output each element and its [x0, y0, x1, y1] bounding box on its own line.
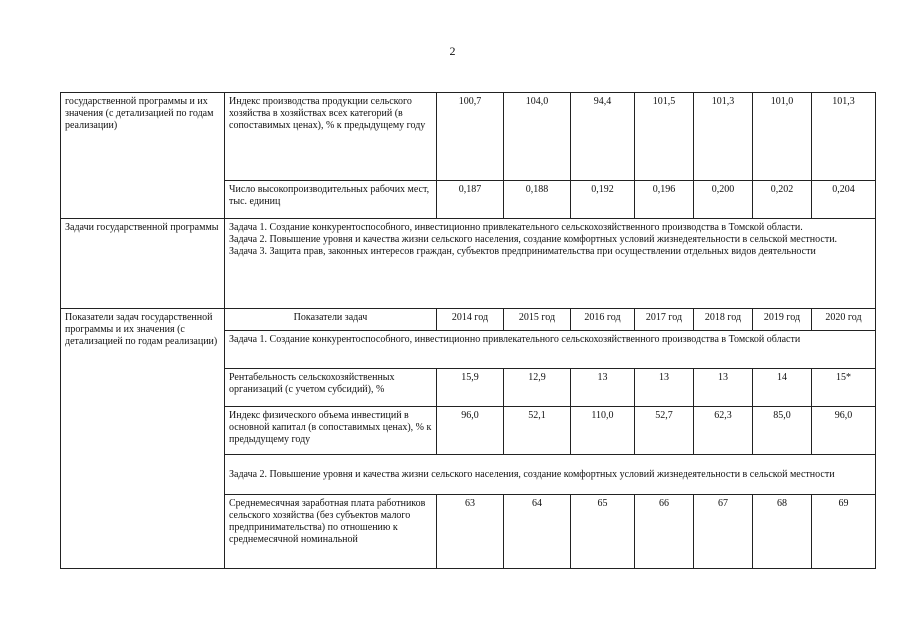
column-header-year: 2019 год	[753, 309, 812, 331]
table-row	[61, 219, 876, 309]
table-row	[61, 93, 876, 181]
indicator-value: 104,0	[504, 93, 571, 181]
task-heading: Задача 1. Создание конкурентоспособного, инвестиционно привлекательного сельскохозяйственного производства в Томской области	[225, 331, 876, 369]
indicator-name: Индекс производства продукции сельского хозяйства в хозяйствах всех категорий (в сопоставимых ценах), % к предыдущему году	[225, 93, 437, 181]
column-header-year: 2020 год	[812, 309, 876, 331]
indicator-value: 12,9	[504, 369, 571, 407]
indicator-value: 101,3	[694, 93, 753, 181]
indicator-value: 68	[753, 495, 812, 569]
indicator-value: 0,188	[504, 181, 571, 219]
indicator-value: 96,0	[812, 407, 876, 455]
row-label-task-indicators: Показатели задач государственной программы и их значения (с детализацией по годам реализации)	[61, 309, 225, 569]
indicator-value: 64	[504, 495, 571, 569]
indicator-value: 0,200	[694, 181, 753, 219]
page-number: 2	[449, 44, 456, 58]
indicator-value: 62,3	[694, 407, 753, 455]
indicator-value: 94,4	[571, 93, 635, 181]
program-passport-table	[60, 92, 876, 569]
task-item: Задача 2. Повышение уровня и качества жизни сельского населения, создание комфортных условий жизнедеятельности в сельской местности.	[229, 234, 838, 245]
indicator-value: 96,0	[437, 407, 504, 455]
column-header: Показатели задач	[225, 309, 437, 331]
row-label-tasks: Задачи государственной программы	[61, 219, 225, 309]
indicator-value: 100,7	[437, 93, 504, 181]
indicator-value: 0,196	[635, 181, 694, 219]
column-header-year: 2014 год	[437, 309, 504, 331]
indicator-name: Рентабельность сельскохозяйственных организаций (с учетом субсидий), %	[225, 369, 437, 407]
indicator-value: 0,187	[437, 181, 504, 219]
indicator-value: 15,9	[437, 369, 504, 407]
row-label-goal-indicators: государственной программы и их значения (с детализацией по годам реализации)	[61, 93, 225, 219]
indicator-value: 0,202	[753, 181, 812, 219]
indicator-value: 101,0	[753, 93, 812, 181]
task-heading: Задача 2. Повышение уровня и качества жизни сельского населения, создание комфортных условий жизнедеятельности в сельской местности	[225, 455, 876, 495]
indicator-value: 15*	[812, 369, 876, 407]
indicator-value: 52,7	[635, 407, 694, 455]
tasks-list	[225, 219, 876, 309]
indicator-value: 13	[635, 369, 694, 407]
indicator-value: 66	[635, 495, 694, 569]
column-header-year: 2016 год	[571, 309, 635, 331]
indicator-name: Число высокопроизводительных рабочих мест, тыс. единиц	[225, 181, 437, 219]
indicator-value: 13	[571, 369, 635, 407]
task-item: Задача 3. Защита прав, законных интересов граждан, субъектов предпринимательства при осуществлении отдельных видов деятельности	[229, 246, 816, 257]
indicator-name: Индекс физического объема инвестиций в основной капитал (в сопоставимых ценах), % к предыдущему году	[225, 407, 437, 455]
indicator-value: 85,0	[753, 407, 812, 455]
indicator-value: 69	[812, 495, 876, 569]
indicator-value: 67	[694, 495, 753, 569]
indicator-value: 0,192	[571, 181, 635, 219]
task-item: Задача 1. Создание конкурентоспособного, инвестиционно привлекательного сельскохозяйственного производства в Томской области.	[229, 222, 803, 233]
column-header-year: 2015 год	[504, 309, 571, 331]
indicator-value: 101,5	[635, 93, 694, 181]
table-row	[61, 309, 876, 331]
indicator-value: 0,204	[812, 181, 876, 219]
indicator-value: 13	[694, 369, 753, 407]
indicator-value: 63	[437, 495, 504, 569]
indicator-value: 110,0	[571, 407, 635, 455]
indicator-value: 52,1	[504, 407, 571, 455]
indicator-value: 65	[571, 495, 635, 569]
indicator-value: 101,3	[812, 93, 876, 181]
column-header-year: 2018 год	[694, 309, 753, 331]
column-header-year: 2017 год	[635, 309, 694, 331]
indicator-value: 14	[753, 369, 812, 407]
indicator-name: Среднемесячная заработная плата работников сельского хозяйства (без субъектов малого предпринимательства) по отношению к среднемесячной номинальной	[225, 495, 437, 569]
